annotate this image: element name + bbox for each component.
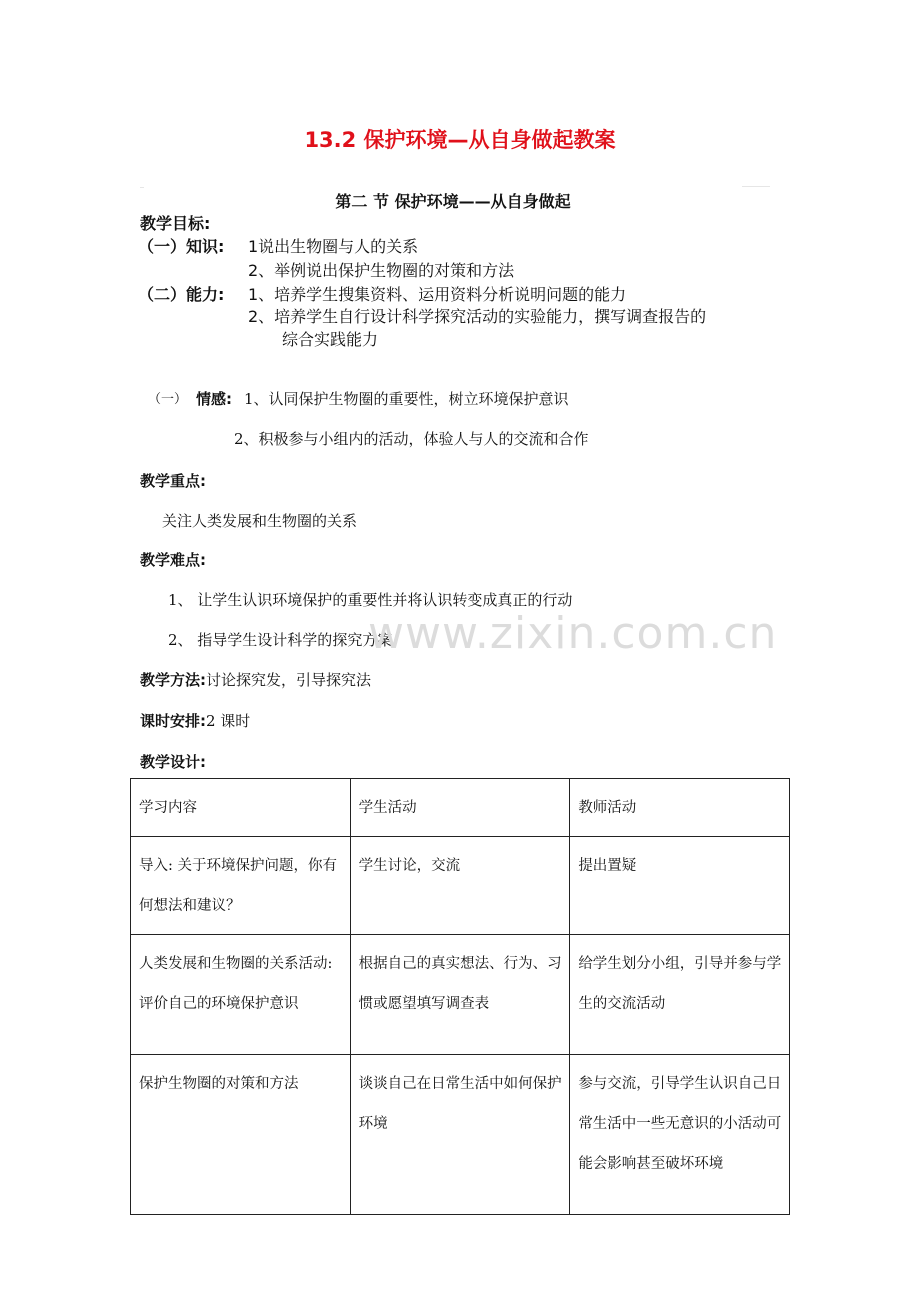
table-cell: 学生讨论，交流 (350, 837, 570, 935)
schedule-text: 2 课时 (206, 712, 251, 730)
section-subtitle: 第二 节 保护环境——从自身做起 (335, 192, 571, 211)
method-text: 讨论探究发，引导探究法 (206, 671, 372, 689)
table-row (131, 935, 790, 1055)
table-cell: 提出置疑 (570, 837, 790, 935)
emotion-label: 情感: (196, 390, 232, 408)
difficulty-heading: 教学难点: (140, 551, 206, 569)
difficulty-item-2: 2、 指导学生设计科学的探究方案 (168, 631, 393, 649)
objectives-heading: 教学目标: (140, 214, 211, 233)
divider-right (742, 186, 770, 187)
divider-left (140, 187, 144, 188)
table-header-cell: 学生活动 (350, 779, 570, 837)
ability-item-1: 1、培养学生搜集资料、运用资料分析说明问题的能力 (248, 285, 627, 304)
design-heading: 教学设计: (140, 753, 206, 771)
table-row (131, 1055, 790, 1215)
method-line (140, 669, 371, 690)
table-cell: 保护生物圈的对策和方法 (131, 1055, 351, 1215)
emotion-item-1: 1、认同保护生物圈的重要性，树立环境保护意识 (244, 390, 569, 408)
schedule-label: 课时安排: (140, 712, 206, 730)
table-cell: 导入: 关于环境保护问题，你有何想法和建议？ (131, 837, 351, 935)
difficulty-item-1: 1、 让学生认识环境保护的重要性并将认识转变成真正的行动 (168, 591, 573, 609)
table-row (131, 837, 790, 935)
method-label: 教学方法: (140, 671, 206, 689)
table-header-cell: 学习内容 (131, 779, 351, 837)
knowledge-item-1: 1说出生物圈与人的关系 (248, 237, 419, 256)
knowledge-label: （一）知识: (138, 237, 225, 256)
emotion-label-prefix: （一） (148, 392, 188, 407)
schedule-line (140, 710, 250, 731)
table-cell: 谈谈自己在日常生活中如何保护环境 (350, 1055, 570, 1215)
ability-item-2: 2、培养学生自行设计科学探究活动的实验能力，撰写调查报告的 (248, 307, 707, 326)
key-point-heading: 教学重点: (140, 472, 206, 490)
table-header-row (131, 779, 790, 837)
key-point-text: 关注人类发展和生物圈的关系 (162, 512, 358, 530)
watermark: www.zixin.com.cn (368, 608, 778, 659)
table-cell: 给学生划分小组，引导并参与学生的交流活动 (570, 935, 790, 1055)
table-header-cell: 教师活动 (570, 779, 790, 837)
ability-item-3: 综合实践能力 (282, 330, 379, 349)
table-cell: 根据自己的真实想法、行为、习惯或愿望填写调查表 (350, 935, 570, 1055)
document-title: 13.2 保护环境—从自身做起教案 (304, 128, 616, 152)
table-cell: 人类发展和生物圈的关系活动: 评价自己的环境保护意识 (131, 935, 351, 1055)
table-cell: 参与交流，引导学生认识自己日常生活中一些无意识的小活动可能会影响甚至破坏环境 (570, 1055, 790, 1215)
ability-label: （二）能力: (138, 285, 225, 304)
knowledge-item-2: 2、举例说出保护生物圈的对策和方法 (248, 261, 515, 280)
emotion-item-2: 2、积极参与小组内的活动，体验人与人的交流和合作 (234, 430, 589, 448)
teaching-design-table (130, 778, 790, 1215)
